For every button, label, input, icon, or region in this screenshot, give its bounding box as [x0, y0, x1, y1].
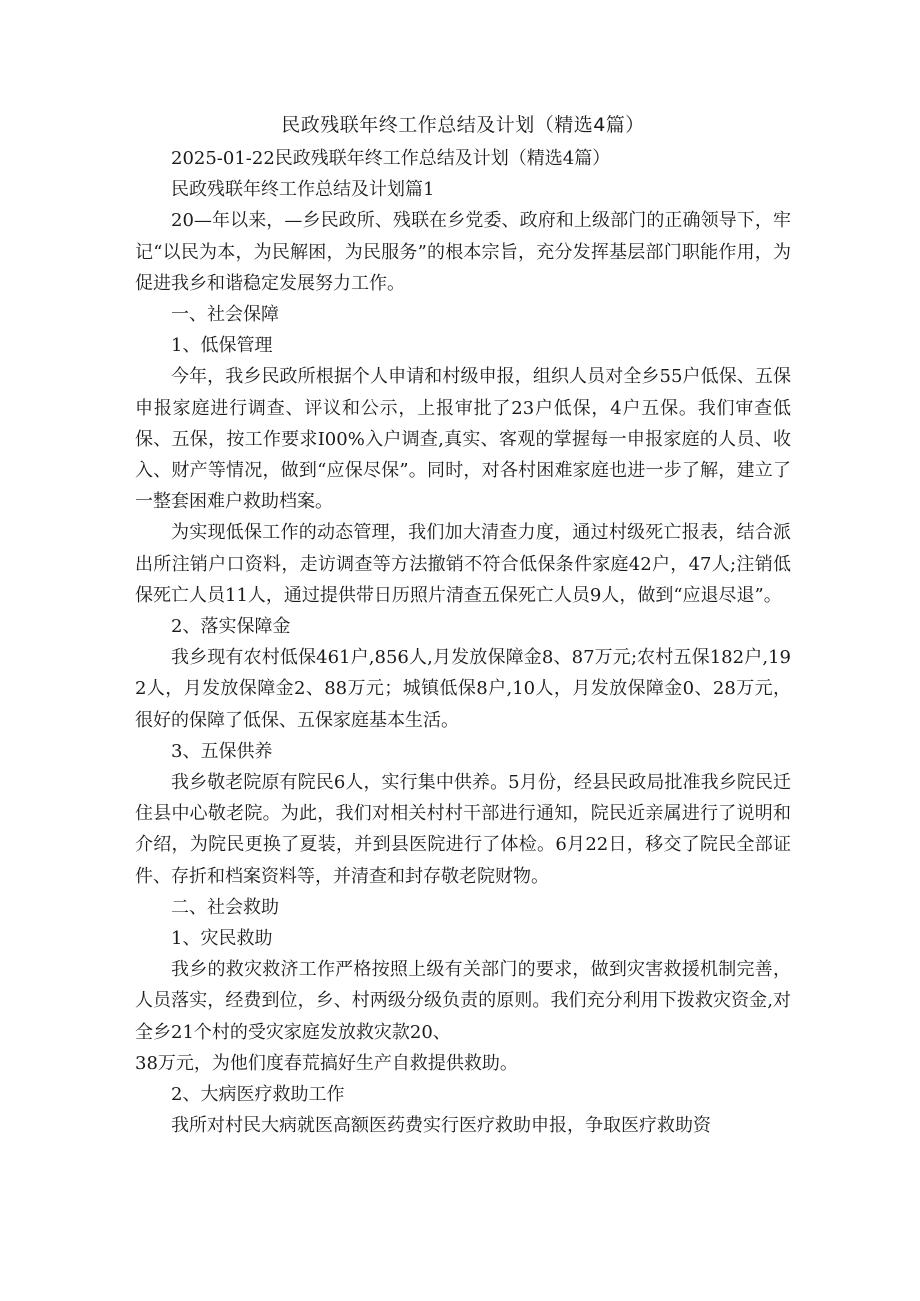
subheading-low-income-management: 1、低保管理 [171, 335, 273, 357]
paragraph-disaster-relief-part2: 38万元，为他们度春荒搞好生产自救提供救助。 [135, 1052, 518, 1074]
document-page [135, 108, 791, 1142]
paragraph-dynamic-management: 为实现低保工作的动态管理，我们加大清查力度，通过村级死亡报表，结合派出所注销户口资料，走访调查等方法撤销不符合低保条件家庭42户，47人;注销低保死亡人员11人，通过提供带日历照片清查五保死亡人员9人，做到“应退尽退”。 [135, 522, 791, 606]
subheading-medical-assistance: 2、大病医疗救助工作 [171, 1084, 345, 1106]
document-title: 民政残联年终工作总结及计划（精选4篇） [281, 114, 645, 136]
paragraph-low-income-review: 今年，我乡民政所根据个人申请和村级申报，组织人员对全乡55户低保、五保申报家庭进行调查、评议和公示，上报审批了23户低保，4户五保。我们审查低保、五保，按工作要求I00%入户调查,真实、客观的掌握每一申报家庭的人员、收入、财产等情况，做到“应保尽保”。同时，对各村困难家庭也进一步了解，建立了一整套困难户救助档案。 [135, 366, 791, 513]
paragraph-security-funds: 我乡现有农村低保461户,856人,月发放保障金8、87万元;农村五保182户,192人，月发放保障金2、88万元；城镇低保8户,10人，月发放保障金0、28万元，很好的保障了低保、五保家庭基本生活。 [135, 647, 791, 731]
subheading-disaster-relief: 1、灾民救助 [171, 928, 273, 950]
paragraph-disaster-relief-part1: 我乡的救灾救济工作严格按照上级有关部门的要求，做到灾害救援机制完善，人员落实，经费到位，乡、村两级分级负责的原则。我们充分利用下拨救灾资金,对全乡21个村的受灾家庭发放救灾款20、 [135, 959, 791, 1043]
chapter-title: 民政残联年终工作总结及计划篇1 [171, 179, 435, 201]
subheading-security-funds: 2、落实保障金 [171, 616, 291, 638]
paragraph-disaster-relief [135, 954, 791, 1048]
date-line: 2025-01-22民政残联年终工作总结及计划（精选4篇） [171, 148, 611, 169]
paragraph-five-guarantees: 我乡敬老院原有院民6人，实行集中供养。5月份，经县民政局批准我乡院民迁住县中心敬老院。为此，我们对相关村村干部进行通知，院民近亲属进行了说明和介绍，为院民更换了夏装，并到县医院进行了体检。6月22日，移交了院民全部证件、存折和档案资料等，并清查和封存敬老院财物。 [135, 772, 791, 887]
section-heading-social-assistance: 二、社会救助 [171, 896, 279, 918]
section-heading-social-security: 一、社会保障 [171, 304, 279, 326]
intro-paragraph: 20—年以来，—乡民政所、残联在乡党委、政府和上级部门的正确领导下，牢记“以民为本，为民解困，为民服务”的根本宗旨，充分发挥基层部门职能作用，为促进我乡和谐稳定发展努力工作。 [135, 210, 791, 294]
paragraph-medical-assistance: 我所对村民大病就医高额医药费实行医疗救助申报，争取医疗救助资 [171, 1115, 711, 1137]
subheading-five-guarantees: 3、五保供养 [171, 740, 273, 762]
